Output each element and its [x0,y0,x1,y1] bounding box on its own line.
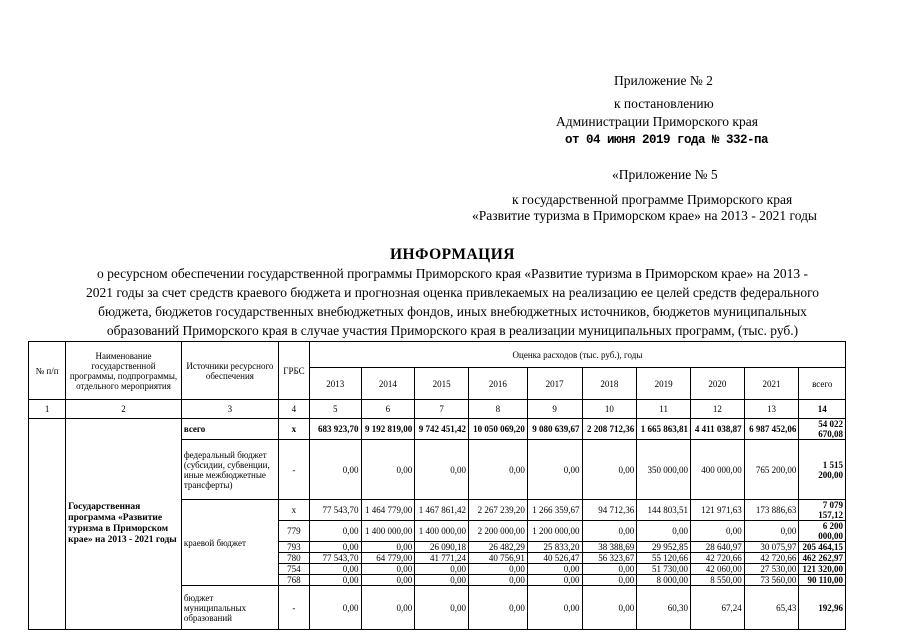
document-title: ИНФОРМАЦИЯ [390,246,515,263]
value-cell: 0,00 [415,575,469,586]
value-cell: 0,00 [527,440,582,500]
col-number: 12 [690,400,744,419]
value-cell: 0,00 [582,586,637,630]
value-cell: 77 543,70 [309,553,361,564]
grbs-cell: - [278,586,309,630]
program-title-ref: «Развитие туризма в Приморском крае» на 2013 - 2021 годы [472,208,818,223]
grbs-cell: x [278,500,309,521]
table-row-total [29,419,846,440]
total-header: всего [799,368,846,400]
value-cell: 27 530,00 [744,564,799,575]
value-cell: 0,00 [309,521,361,542]
value-cell: 0,00 [468,564,527,575]
value-cell: 56 323,67 [582,553,637,564]
total-value-cell: 90 110,00 [799,575,846,586]
value-cell: 41 771,24 [415,553,469,564]
value-cell: 1 266 359,67 [527,500,582,521]
value-cell: 0,00 [582,564,637,575]
value-cell: 765 200,00 [744,440,799,500]
value-cell: 1 467 861,42 [415,500,469,521]
value-cell: 0,00 [415,440,469,500]
value-cell: 25 833,20 [527,542,582,553]
value-cell: 1 464 779,00 [361,500,415,521]
year-header: 2015 [415,368,469,400]
value-cell: 0,00 [527,575,582,586]
value-cell: 173 886,63 [744,500,799,521]
total-value-cell: 205 464,15 [799,542,846,553]
value-cell: 26 090,18 [415,542,469,553]
value-cell: 67,24 [690,586,744,630]
col-header-estimate: Оценка расходов (тыс. руб.), годы [309,342,845,368]
year-header: 2021 [744,368,799,400]
value-cell: 400 000,00 [690,440,744,500]
value-cell: 0,00 [415,564,469,575]
value-cell: 0,00 [468,440,527,500]
total-value-cell: 462 262,97 [799,553,846,564]
grbs-cell: 780 [278,553,309,564]
col-number: 5 [309,400,361,419]
total-value-cell: 54 022 670,08 [799,419,846,440]
value-cell: 9 080 639,67 [527,419,582,440]
value-cell: 0,00 [415,586,469,630]
value-cell: 0,00 [637,521,691,542]
value-cell: 0,00 [309,440,361,500]
grbs-cell: - [278,440,309,500]
value-cell: 6 987 452,06 [744,419,799,440]
value-cell: 0,00 [361,575,415,586]
value-cell: 350 000,00 [637,440,691,500]
program-ref: к государственной программе Приморского края [512,192,793,207]
total-value-cell: 7 079 157,12 [799,500,846,521]
total-value-cell: 121 320,00 [799,564,846,575]
administration-name: Администрации Приморского края [556,114,758,129]
value-cell: 9 742 451,42 [415,419,469,440]
source-federal: федеральный бюджет (субсидии, субвенции, иные межбюджетные трансферты) [181,440,278,500]
value-cell: 8 550,00 [690,575,744,586]
col-number: 8 [468,400,527,419]
value-cell: 51 730,00 [637,564,691,575]
program-name: Государственная программа «Развитие туризма в Приморском крае» на 2013 - 2021 годы [66,419,182,630]
value-cell: 1 400 000,00 [361,521,415,542]
col-number: 4 [278,400,309,419]
value-cell: 73 560,00 [744,575,799,586]
col-number: 11 [637,400,691,419]
value-cell: 40 756,91 [468,553,527,564]
year-header: 2018 [582,368,637,400]
value-cell: 42 720,66 [744,553,799,564]
col-number: 2 [66,400,182,419]
value-cell: 2 208 712,36 [582,419,637,440]
value-cell: 40 526,47 [527,553,582,564]
source-regional: краевой бюджет [181,500,278,586]
value-cell: 26 482,29 [468,542,527,553]
year-header: 2017 [527,368,582,400]
appendix-number: Приложение № 2 [614,73,713,88]
value-cell: 8 000,00 [637,575,691,586]
value-cell: 2 200 000,00 [468,521,527,542]
value-cell: 42 060,00 [690,564,744,575]
value-cell: 94 712,36 [582,500,637,521]
value-cell: 144 803,51 [637,500,691,521]
value-cell: 30 075,97 [744,542,799,553]
col-header-grbs: ГРБС [278,342,309,400]
year-header: 2020 [690,368,744,400]
value-cell: 0,00 [468,586,527,630]
value-cell: 121 971,63 [690,500,744,521]
value-cell: 0,00 [309,575,361,586]
grbs-cell: 793 [278,542,309,553]
value-cell: 0,00 [690,521,744,542]
col-number: 7 [415,400,469,419]
value-cell: 1 665 863,81 [637,419,691,440]
col-number: 1 [29,400,66,419]
value-cell: 0,00 [744,521,799,542]
grbs-cell: x [278,419,309,440]
subtitle-line: 2021 годы за счет средств краевого бюджета и прогнозная оценка привлекаемых на реализацию ее целей средств федерального [85,285,820,300]
source-total: всего [181,419,278,440]
value-cell: 10 050 069,20 [468,419,527,440]
value-cell: 29 952,85 [637,542,691,553]
value-cell: 77 543,70 [309,500,361,521]
col-number: 10 [582,400,637,419]
value-cell: 0,00 [527,564,582,575]
year-header: 2014 [361,368,415,400]
value-cell: 0,00 [361,440,415,500]
resource-table [28,341,846,630]
value-cell: 1 400 000,00 [415,521,469,542]
value-cell: 42 720,66 [690,553,744,564]
subtitle-line: бюджета, бюджетов государственных внебюджетных фондов, иных внебюджетных источников, бюджетов муниципальных [98,304,807,319]
value-cell: 0,00 [309,564,361,575]
value-cell: 9 192 819,00 [361,419,415,440]
col-number: 3 [181,400,278,419]
value-cell: 1 200 000,00 [527,521,582,542]
row-no-cell [29,419,66,630]
col-number: 9 [527,400,582,419]
value-cell: 0,00 [361,542,415,553]
value-cell: 0,00 [309,586,361,630]
col-number: 6 [361,400,415,419]
to-resolution: к постановлению [614,96,714,111]
value-cell: 0,00 [527,586,582,630]
grbs-cell: 768 [278,575,309,586]
col-header-source: Источники ресурсного обеспечения [181,342,278,400]
total-value-cell: 192,96 [799,586,846,630]
value-cell: 683 923,70 [309,419,361,440]
value-cell: 60,30 [637,586,691,630]
source-municipal: бюджет муниципальных образований [181,586,278,630]
grbs-cell: 779 [278,521,309,542]
col-number: 13 [744,400,799,419]
col-number: 14 [799,400,846,419]
col-header-no: № п/п [29,342,66,400]
value-cell: 0,00 [468,575,527,586]
value-cell: 55 120,66 [637,553,691,564]
value-cell: 2 267 239,20 [468,500,527,521]
total-value-cell: 6 200 000,00 [799,521,846,542]
grbs-cell: 754 [278,564,309,575]
value-cell: 4 411 038,87 [690,419,744,440]
year-header: 2016 [468,368,527,400]
subtitle-line: о ресурсном обеспечении государственной программы Приморского края «Развитие туризма в Приморском крае» на 2013 - [96,266,809,281]
value-cell: 0,00 [361,564,415,575]
value-cell: 64 779,00 [361,553,415,564]
value-cell: 38 388,69 [582,542,637,553]
value-cell: 0,00 [582,440,637,500]
year-header: 2019 [637,368,691,400]
value-cell: 0,00 [582,521,637,542]
subtitle-line: образований Приморского края в случае участия Приморского края в реализации муниципальных программ, (тыс. руб.) [106,323,799,338]
year-header: 2013 [309,368,361,400]
value-cell: 0,00 [582,575,637,586]
value-cell: 65,43 [744,586,799,630]
resolution-date: от 04 июня 2019 года № 332-па [565,133,769,147]
col-header-name: Наименование государственной программы, подпрограммы, отдельного мероприятия [66,342,182,400]
value-cell: 0,00 [309,542,361,553]
appendix-5: «Приложение № 5 [612,167,718,182]
value-cell: 0,00 [361,586,415,630]
value-cell: 28 640,97 [690,542,744,553]
total-value-cell: 1 515 200,00 [799,440,846,500]
